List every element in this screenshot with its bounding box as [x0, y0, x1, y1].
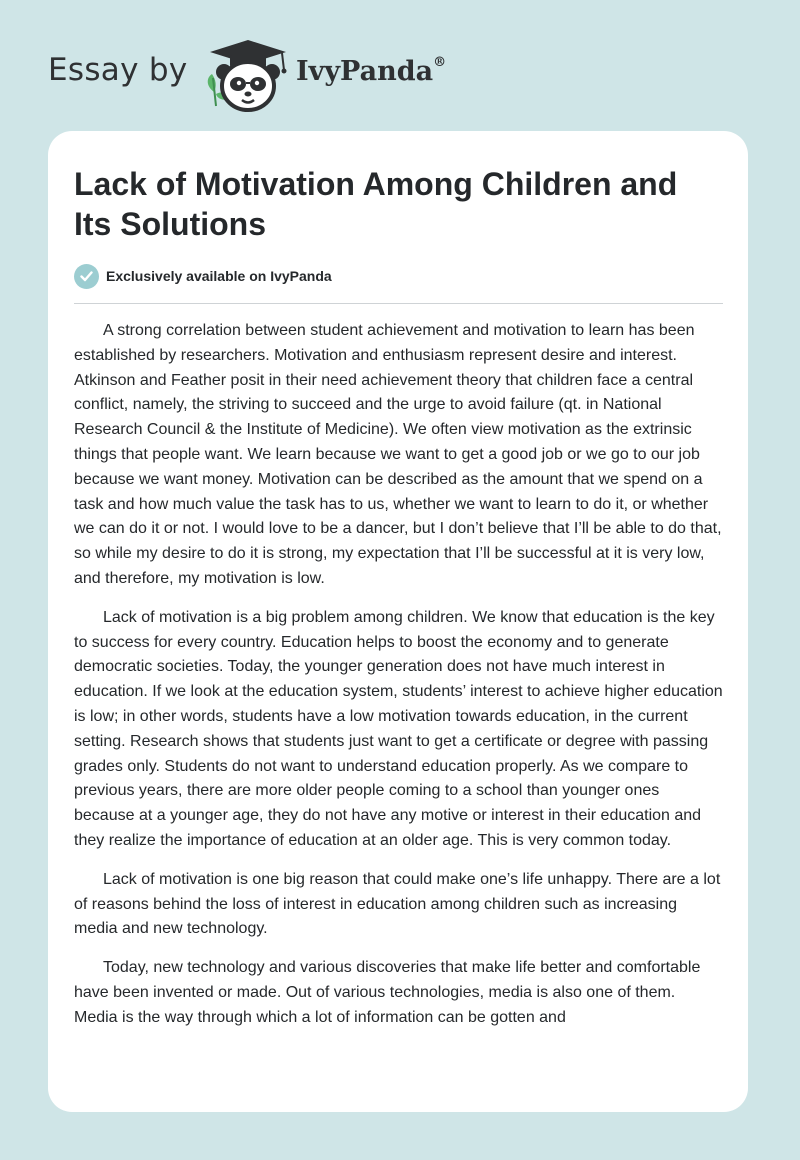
- paragraph: Today, new technology and various discoveries that make life better and comfortable have been invented or made. Out of various technologies, media is also one of them. Media is the way through which a lot of information can be gotten and: [74, 959, 701, 1026]
- page-title: Lack of Motivation Among Children and Its Solutions: [74, 166, 678, 242]
- paragraph: Lack of motivation is one big reason that could make one’s life unhappy. There are a lot of reasons behind the loss of interest in education among children such as increasing media and new technology.: [74, 870, 721, 938]
- panda-graduate-icon[interactable]: [200, 34, 296, 114]
- divider: [74, 303, 723, 304]
- brand-prefix: Essay by: [48, 52, 188, 88]
- check-circle-icon: [74, 264, 99, 289]
- badge-text: Exclusively available on IvyPanda: [106, 268, 332, 284]
- essay-body: [74, 319, 723, 1045]
- paragraph: A strong correlation between student achievement and motivation to learn has been established by researchers. Motivation and enthusiasm represent desire and interest. Atkinson and Feather posit in their need achievement theory that children face a central conflict, namely, the striving to succeed and the urge to avoid failure (qt. in National Research Council & the Institute of Medicine). We often view motivation as the extrinsic things that people want. We learn because we want to get a good job or we go to our job because we want money. Motivation can be described as the amount that we spend on a task and how much value the task has to us, whether we want to learn to do it, or whether we can do it or not. I would love to be a dancer, but I don’t believe that I’ll be able to do that, so while my desire to do it is strong, my expectation that I’ll be successful at it is very low, and therefore, my motivation is low.: [74, 322, 722, 587]
- registered-mark: ®: [433, 55, 447, 70]
- paragraph: Lack of motivation is a big problem among children. We know that education is the key to success for every country. Education helps to boost the economy and to generate democratic societies. Today, the younger generation does not have much interest in education. If we look at the education system, students’ interest to achieve higher education is low; in other words, students have a low motivation towards education, in the current setting. Research shows that students just want to get a certificate or degree with passing grades only. Students do not want to understand education properly. As we compare to previous years, there are more older people coming to a school than younger ones because at a younger age, they do not have any motive or interest in their education and they realize the importance of education at an older age. This is very common today.: [74, 608, 723, 849]
- site-header: [0, 0, 800, 130]
- exclusive-badge: [74, 263, 332, 289]
- essay-card: [48, 131, 748, 1112]
- brand-name[interactable]: IvyPanda®: [296, 55, 447, 87]
